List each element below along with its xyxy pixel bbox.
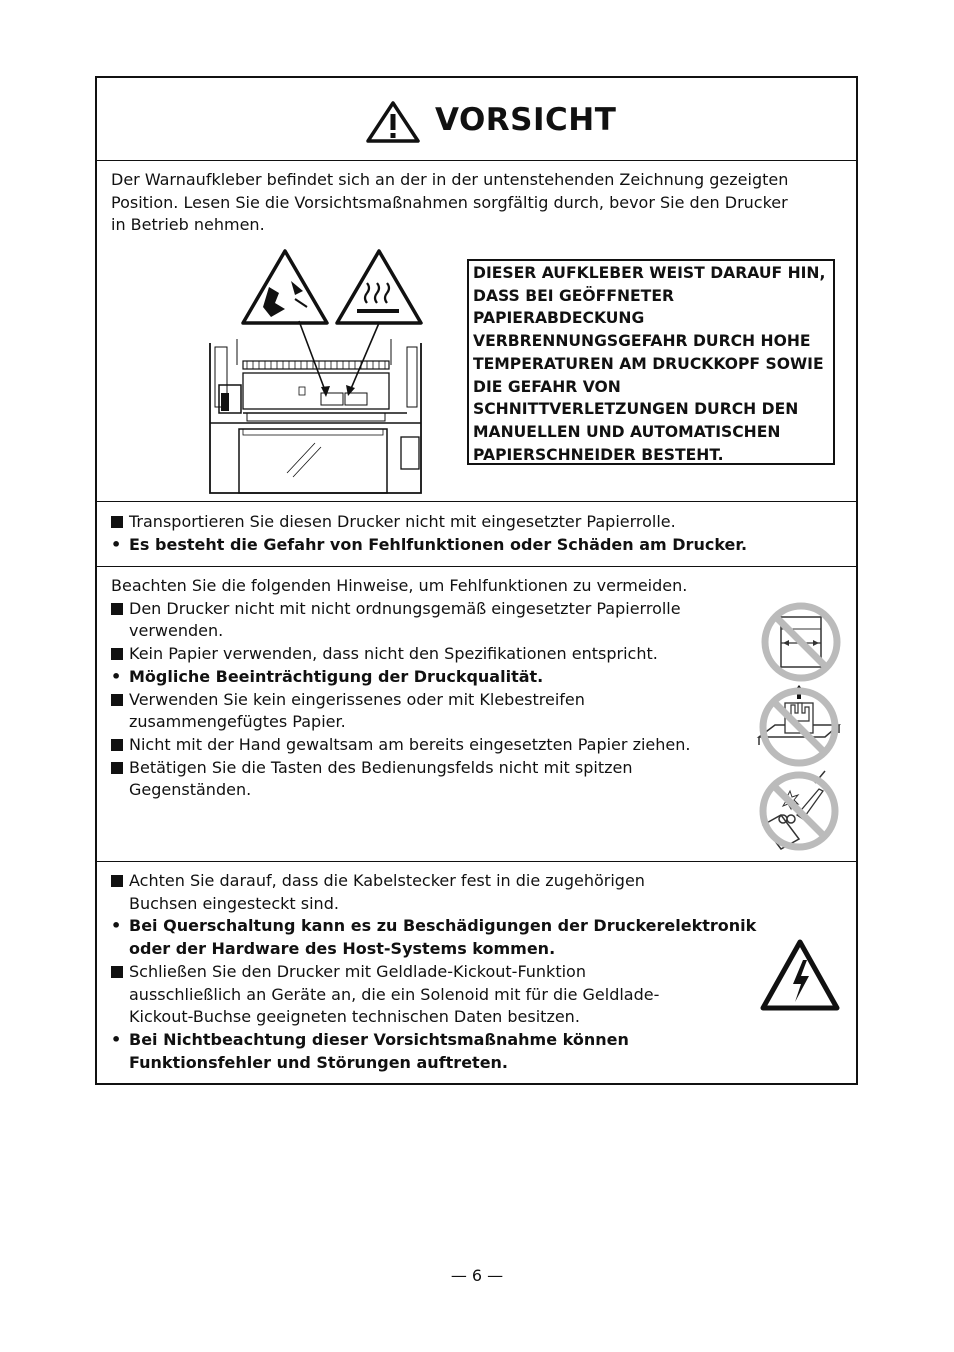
no-paper-roll-icon (759, 601, 843, 683)
label-section (97, 161, 856, 502)
electric-shock-icon (759, 938, 841, 1012)
printer-illustration (207, 247, 432, 497)
list-item: • Bei Nichtbeachtung dieser Vorsichtsmaßnahme können (111, 1029, 629, 1049)
list-item: Den Drucker nicht mit nicht ordnungsgemäß eingesetzter Papierrolle (111, 598, 690, 621)
list-item: Kein Papier verwenden, dass nicht den Spezifikationen entspricht. (111, 643, 690, 666)
intro-text: Der Warnaufkleber befindet sich an der in der untenstehenden Zeichnung gezeigten Position. Lesen Sie die Vorsichtsmaßnahmen sorgfältig durch, bevor Sie den Drucker in Betrieb nehmen. (111, 170, 789, 235)
list-item: Transportieren Sie diesen Drucker nicht mit eingesetzter Papierrolle. (111, 511, 747, 534)
list-item: Verwenden Sie kein eingerissenes oder mit Klebestreifen (111, 689, 690, 712)
hot-surface-icon (337, 251, 421, 323)
page-title: VORSICHT (435, 102, 617, 138)
cutter-hazard-icon (243, 251, 327, 323)
list-item: Nicht mit der Hand gewaltsam am bereits eingesetzten Papier ziehen. (111, 734, 690, 757)
cable-section: Achten Sie darauf, dass die Kabelstecker fest in die zugehörigen Buchsen eingesteckt sind. • Bei Querschaltung kann es zu Beschädigungen der Druckerelektronik oder der Hardware des Host-Systems kommen. Schließen Sie den Drucker mit Geldlade-Kickout-Funktion ausschließlich an Geräte an, die ein Solenoid mit für die Geldlade- Kickout-Buchse geeigneten technischen Daten besitzen. • Bei Nichtbeachtung dieser Vorsichtsmaßnahme können Funktionsfehler und Störungen auftreten. (97, 862, 856, 1082)
page-number: — 6 — (450, 1266, 504, 1285)
warning-label-box: DIESER AUFKLEBER WEIST DARAUF HIN, DASS BEI GEÖFFNETER PAPIERABDECKUNG VERBRENNUNGSGEFAHR DURCH HOHE TEMPERATUREN AM DRUCKKOPF SOWIE DIE GEFAHR VON SCHNITTVERLETZUNGEN DURCH DEN MANUELLEN UND AUTOMATISCHEN PAPIERSCHNEIDER BESTEHT. (467, 259, 835, 465)
no-pull-paper-icon (755, 685, 841, 769)
list-item: Schließen Sie den Drucker mit Geldlade-Kickout-Funktion (111, 961, 756, 984)
caution-panel (95, 76, 858, 1085)
list-item: • Bei Querschaltung kann es zu Beschädigungen der Druckerelektronik (111, 916, 757, 936)
list-item: • Es besteht die Gefahr von Fehlfunktionen oder Schäden am Drucker. (111, 534, 748, 554)
caution-header (97, 78, 856, 161)
transport-section (97, 502, 856, 567)
paper-section: Beachten Sie die folgenden Hinweise, um Fehlfunktionen zu vermeiden. Den Drucker nicht mit nicht ordnungsgemäß eingesetzter Papierrolle verwenden. Kein Papier verwenden, dass nicht den Spezifikationen entspricht. • Mögliche Beeinträchtigung der Druckqualität. Verwenden Sie kein eingerissenes oder mit Klebestreifen zusammengefügtes Papier. Nicht mit der Hand gewaltsam am bereits eingesetzten Papier ziehen. Betätigen Sie die Tasten des Bedienungsfelds nicht mit spitzen Gegenständen. (97, 567, 856, 862)
warning-triangle-icon (365, 100, 421, 144)
no-sharp-object-icon (757, 769, 841, 853)
list-item: • Mögliche Beeinträchtigung der Druckqualität. (111, 666, 544, 686)
list-item: Achten Sie darauf, dass die Kabelstecker fest in die zugehörigen (111, 870, 756, 893)
list-item: Betätigen Sie die Tasten des Bedienungsfelds nicht mit spitzen (111, 757, 690, 780)
